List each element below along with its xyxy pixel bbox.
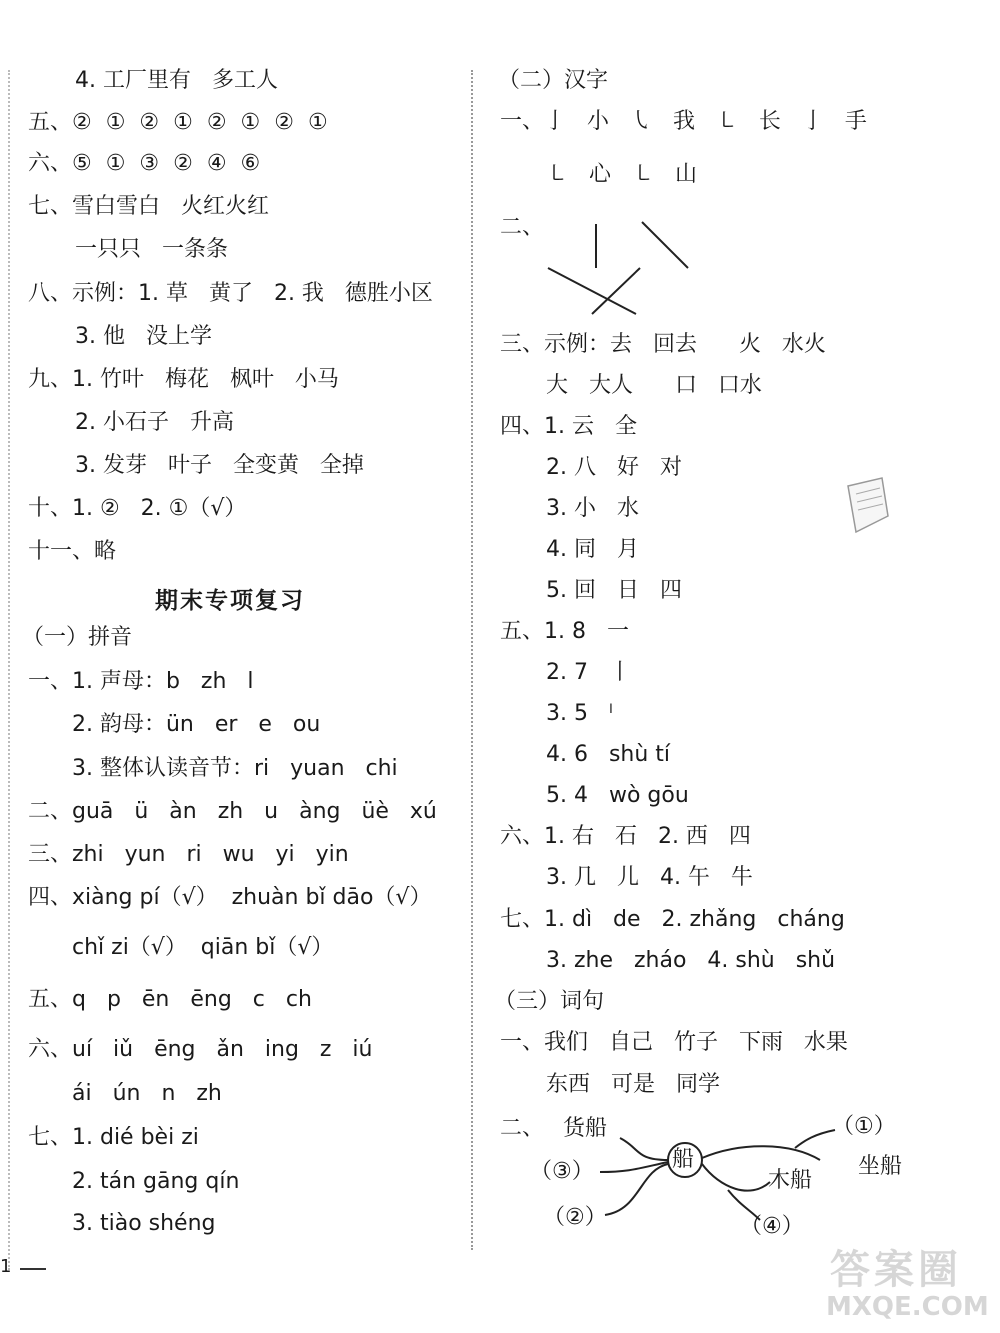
answer-line: 3. 整体认读音节：ri yuan chi [72,756,398,781]
answer-line: 5. 4 wò gōu [546,783,689,808]
watermark-logo: 答案圈 [830,1247,962,1293]
answer-line: 2. 7 丨 [546,660,631,685]
answer-line: 三、示例：去 回去 火 水火 [500,332,826,357]
answer-line: 四、xiàng pí（√） zhuàn bǐ dāo（√） [28,885,432,910]
answer-line: 七、雪白雪白 火红火红 [28,194,269,219]
answer-line: 六、1. 右 石 2. 西 四 [500,824,751,849]
answer-line: 五、q p ēn ēng c ch [28,987,312,1012]
answer-line: 3. 5 ˡ [546,701,613,726]
answer-line: 五、1. 8 一 [500,619,629,644]
answer-line: 二、 [500,215,545,240]
mind-map-node: （④） [740,1214,804,1239]
answer-line: 4. 6 shù tí [546,742,671,767]
footer-dash [20,1268,46,1270]
answer-line: 一、我们 自己 竹子 下雨 水果 [500,1030,848,1055]
mind-map-node: （③） [530,1159,594,1184]
answer-line: 2. 韵母：ün er e ou [72,712,321,737]
answer-line: 3. tiào shéng [72,1211,216,1236]
matching-lines [540,220,700,320]
answer-line: 三、zhi yun ri wu yi yin [28,842,349,867]
answer-line: 一、亅 小 ㇂ 我 ㇄ 长 亅 手 [500,109,867,134]
page-number: 1 [0,1256,12,1277]
stamp-icon [842,476,892,534]
answer-line: 一只只 一条条 [75,237,228,262]
answer-line: chǐ zi（√） qiān bǐ（√） [72,935,334,960]
answer-line: 4. 同 月 [546,537,639,562]
answer-line: 大 大人 口 口水 [546,373,762,398]
answer-line: 3. 小 水 [546,496,639,521]
answer-line: 4. 工厂里有 多工人 [75,68,278,93]
mind-map-node: （②） [543,1205,607,1230]
answer-line: 3. 几 儿 4. 午 牛 [546,865,753,890]
mind-map-node: （①） [832,1114,896,1139]
answer-line: 一、1. 声母：b zh l [28,669,254,694]
answer-line: 十一、略 [28,539,117,564]
answer-line: 3. zhe zháo 4. shù shǔ [546,948,836,973]
answer-line: 3. 他 没上学 [75,324,212,349]
answer-line: ái ún n zh [72,1081,222,1106]
answer-line: 六、⑤ ① ③ ② ④ ⑥ [28,151,261,176]
subsection-title: （一）拼音 [22,625,133,650]
answer-line: ㇄ 心 ㇄ 山 [546,162,697,187]
mind-map-center: 船 [672,1147,695,1172]
answer-line: 四、1. 云 全 [500,414,637,439]
answer-line: 2. 八 好 对 [546,455,682,480]
mind-map-node: 货船 [563,1116,608,1141]
answer-line: 3. 发芽 叶子 全变黄 全掉 [75,453,364,478]
left-margin-line [8,70,10,1270]
answer-line: 六、uí iǔ ēng ǎn ing z iú [28,1037,373,1062]
answer-line: 二、guā ü àn zh u àng üè xú [28,799,437,824]
section-heading: 期末专项复习 [155,588,305,614]
watermark-url: MXQE.COM [826,1292,989,1322]
answer-line: 2. 小石子 升高 [75,410,234,435]
answer-line: 十、1. ② 2. ①（√） [28,496,247,521]
subsection-title: （三）词句 [494,989,605,1014]
answer-line: 七、1. dì de 2. zhǎng cháng [500,907,845,932]
answer-line: 五、② ① ② ① ② ① ② ① [28,110,328,135]
subsection-title: （二）汉字 [498,68,609,93]
answer-line: 5. 回 日 四 [546,578,682,603]
answer-line: 二、 [500,1116,545,1141]
answer-line: 七、1. dié bèi zi [28,1125,199,1150]
answer-line: 东西 可是 同学 [546,1072,720,1097]
mind-map-node: 坐船 [858,1154,903,1179]
mind-map-lines [580,1120,860,1230]
answer-line: 八、示例：1. 草 黄了 2. 我 德胜小区 [28,281,433,306]
answer-line: 九、1. 竹叶 梅花 枫叶 小马 [28,367,339,392]
mind-map-node: 木船 [768,1168,813,1193]
answer-line: 2. tán gāng qín [72,1169,240,1194]
column-divider [471,70,473,1250]
